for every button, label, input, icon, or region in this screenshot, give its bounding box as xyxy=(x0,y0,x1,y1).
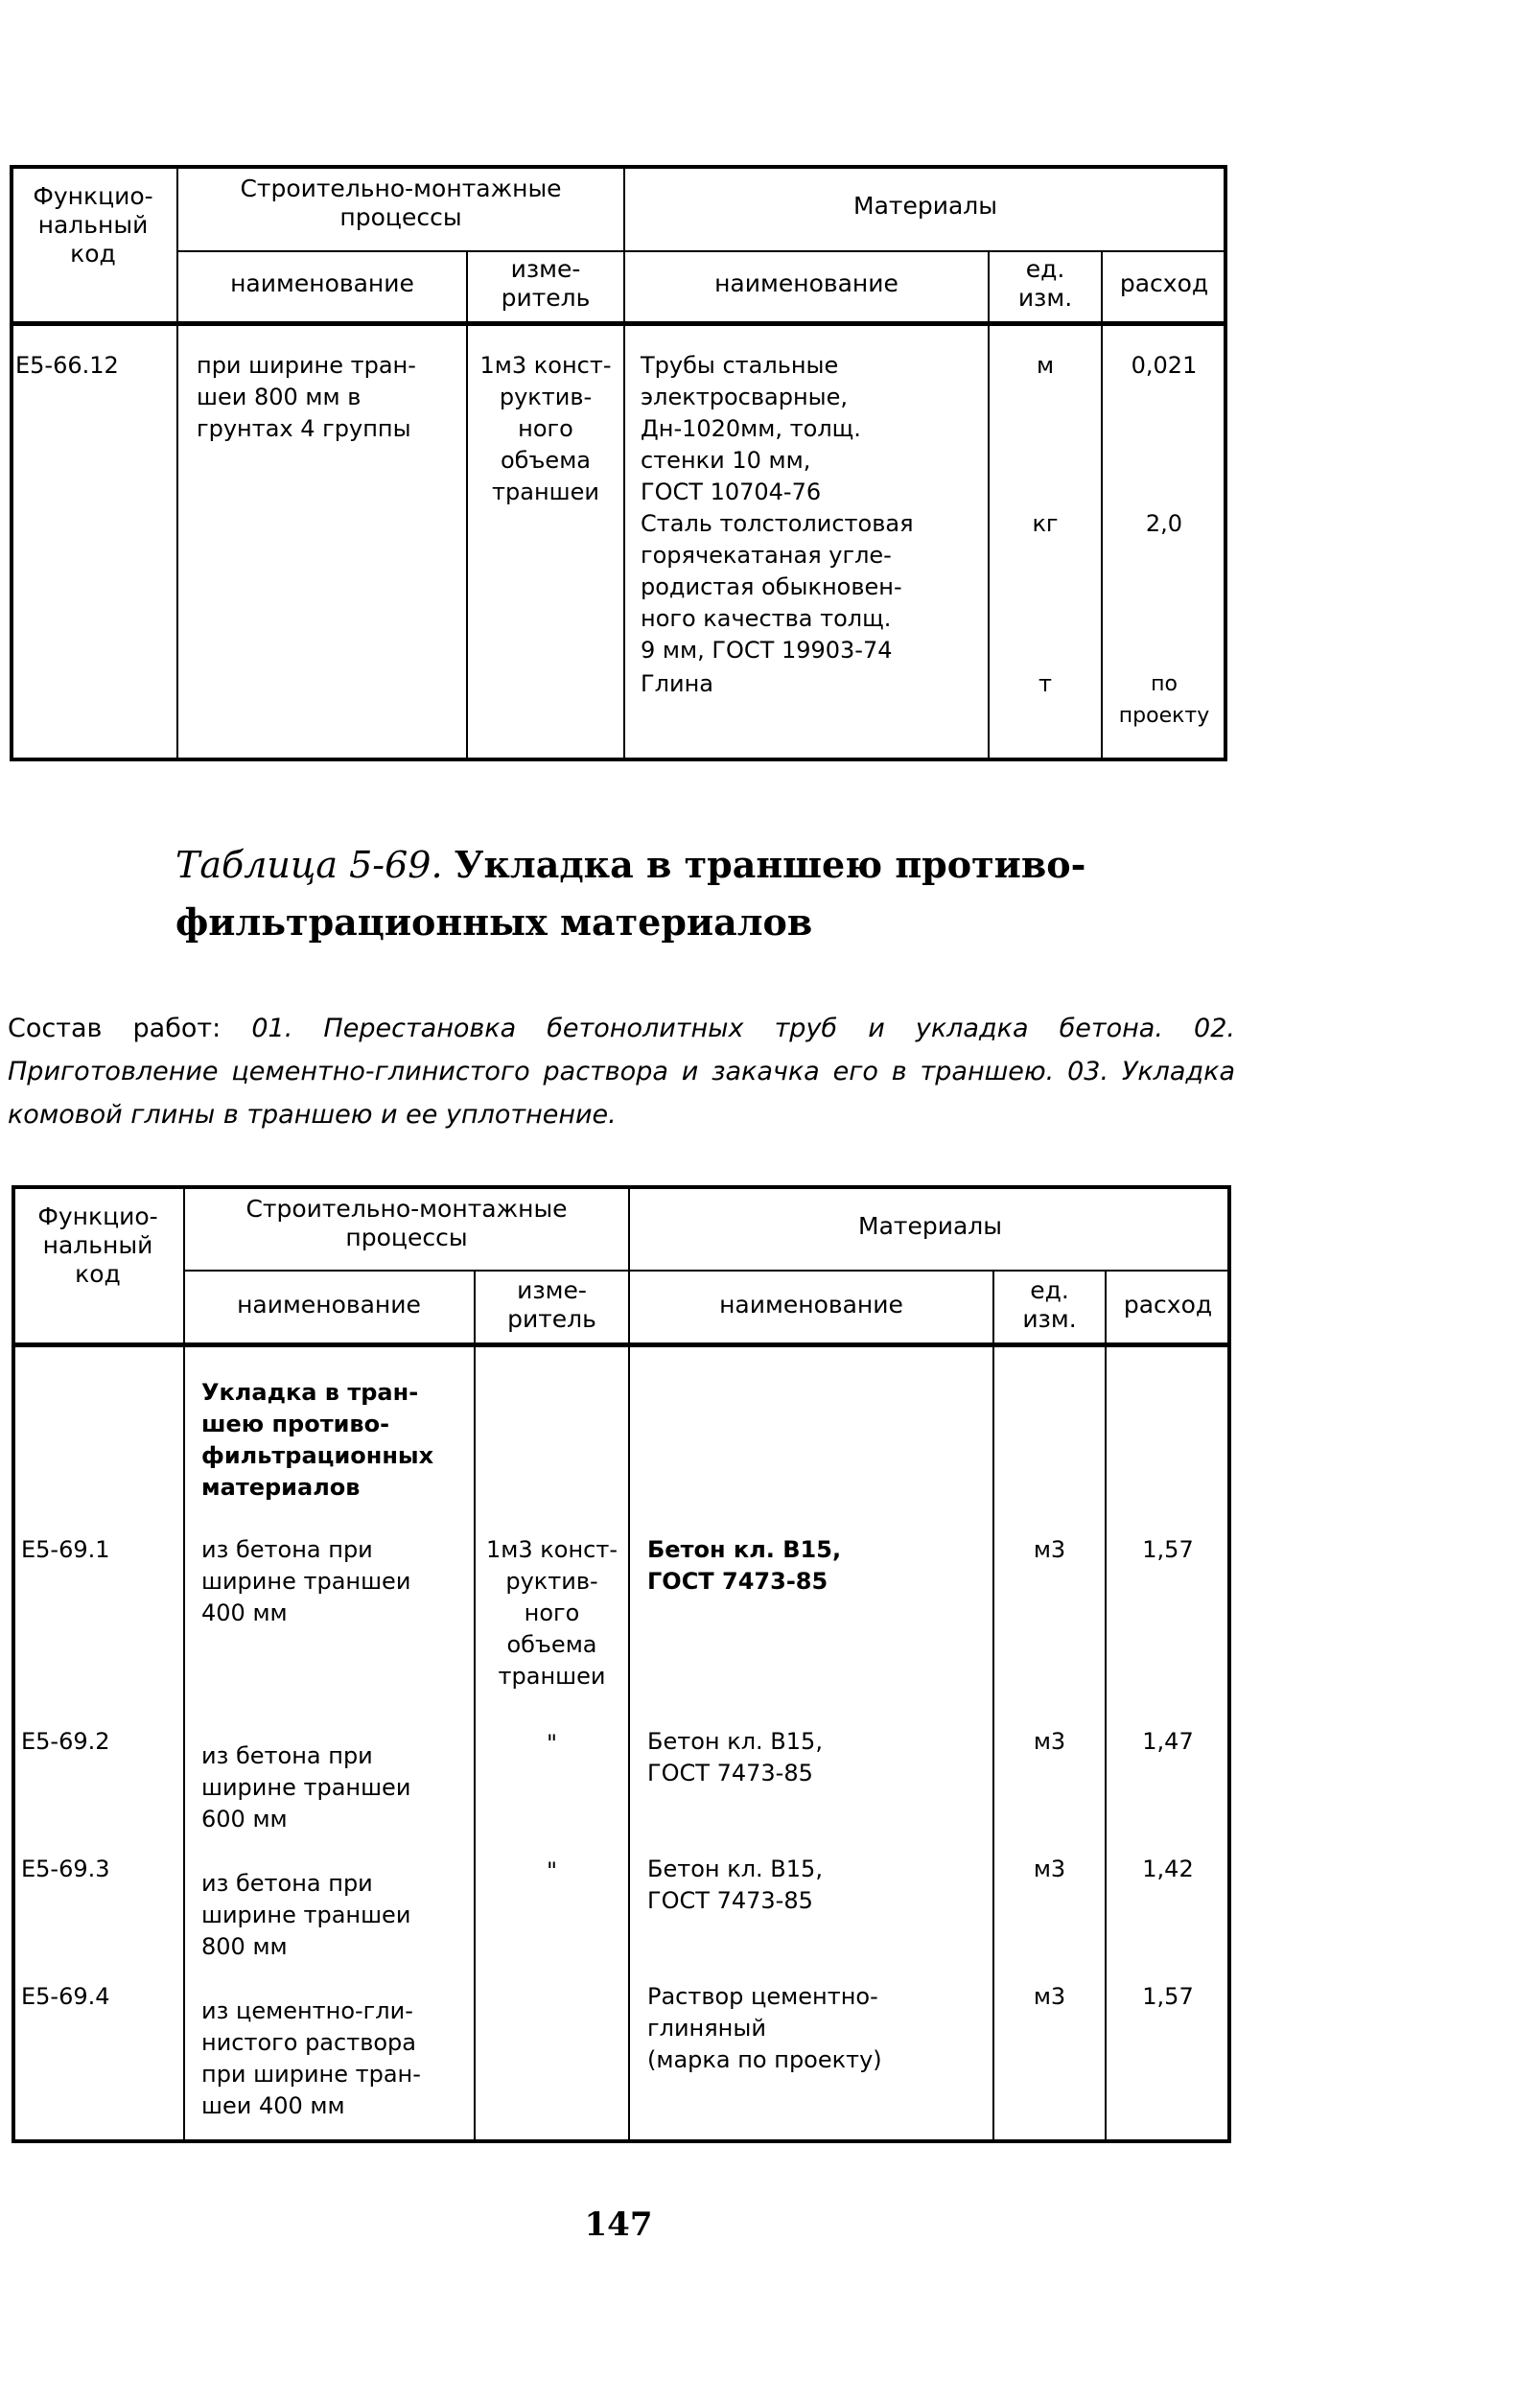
header-code: Функцио- нальный код xyxy=(37,1202,158,1288)
row-qty: 1,42 xyxy=(1142,1856,1194,1882)
row-unit: м3 xyxy=(1033,1983,1066,2010)
row-code: Е5-69.1 xyxy=(21,1536,110,1563)
header-mat-qty: расход xyxy=(1123,1291,1213,1319)
row-code: Е5-66.12 xyxy=(15,352,119,379)
header-materials: Материалы xyxy=(853,192,997,220)
work-composition xyxy=(8,1007,1235,1136)
material-qty: 2,0 xyxy=(1145,510,1183,537)
material-unit: кг xyxy=(1032,510,1059,537)
row-meter: 1м3 конст- руктив- ного объема траншеи xyxy=(486,1536,618,1690)
material-qty: 0,021 xyxy=(1131,352,1198,379)
row-name: из бетона при ширине траншеи 600 мм xyxy=(201,1742,411,1832)
section-heading: Укладка в тран- шею противо- фильтрационных материалов xyxy=(201,1379,434,1501)
header-materials: Материалы xyxy=(858,1212,1002,1240)
row-name: из бетона при ширине траншеи 400 мм xyxy=(201,1536,411,1626)
row-name: при ширине тран- шеи 800 мм в грунтах 4 группы xyxy=(197,352,416,442)
row-qty: 1,57 xyxy=(1142,1983,1194,2010)
row-unit: м3 xyxy=(1033,1536,1066,1563)
row-unit: м3 xyxy=(1033,1856,1066,1882)
row-material: Бетон кл. В15, ГОСТ 7473-85 xyxy=(647,1728,823,1786)
header-mat-name: наименование xyxy=(714,269,898,297)
composition-text: 01. Перестановка бетонолитных труб и укладка бетона. 02. Приготовление цементно-глинистого раствора и закачка его в траншею. 03. Укладка комовой глины в траншею и ее уплотнение. xyxy=(8,1014,1235,1130)
page-number: 147 xyxy=(584,2206,653,2244)
material-name: Сталь толстолистовая горячекатаная угле- родистая обыкновен- ного качества толщ. 9 мм, ГОСТ 19903-74 xyxy=(641,510,914,664)
table-number: Таблица 5-69. xyxy=(175,844,443,886)
header-code: Функцио- нальный код xyxy=(33,182,153,268)
table-caption: Укладка в траншею противо- фильтрационных материалов xyxy=(175,843,1086,944)
material-qty: по проекту xyxy=(1118,672,1210,728)
header-mat-name: наименование xyxy=(719,1291,903,1319)
row-name: из цементно-гли- нистого раствора при ширине тран- шеи 400 мм xyxy=(201,1997,421,2119)
header-processes: Строительно-монтажные процессы xyxy=(240,175,562,231)
material-unit: м xyxy=(1036,352,1055,379)
header-mat-qty: расход xyxy=(1119,269,1209,297)
row-unit: м3 xyxy=(1033,1728,1066,1755)
row-name: из бетона при ширине траншеи 800 мм xyxy=(201,1870,411,1960)
row-material: Бетон кл. В15, ГОСТ 7473-85 xyxy=(647,1856,823,1914)
row-code: Е5-69.2 xyxy=(21,1728,110,1755)
composition-prefix: Состав работ: xyxy=(8,1014,252,1043)
header-proc-name: наименование xyxy=(230,269,414,297)
table-title xyxy=(175,836,1085,951)
row-material: Раствор цементно- глиняный (марка по проекту) xyxy=(647,1983,882,2073)
material-unit: т xyxy=(1038,670,1052,697)
row-qty: 1,47 xyxy=(1142,1728,1194,1755)
row-meter: " xyxy=(546,1730,558,1757)
header-processes: Строительно-монтажные процессы xyxy=(245,1195,568,1251)
header-mat-unit: ед. изм. xyxy=(1017,255,1073,312)
row-code: Е5-69.4 xyxy=(21,1983,110,2010)
row-meter: 1м3 конст- руктив- ного объема траншеи xyxy=(479,352,612,505)
row-material: Бетон кл. В15, ГОСТ 7473-85 xyxy=(647,1536,842,1595)
material-name: Глина xyxy=(641,670,713,697)
header-proc-meter: изме- ритель xyxy=(501,255,591,312)
row-code: Е5-69.3 xyxy=(21,1856,110,1882)
material-name: Трубы стальные электросварные, Дн-1020мм, толщ. стенки 10 мм, ГОСТ 10704-76 xyxy=(641,352,861,505)
header-mat-unit: ед. изм. xyxy=(1022,1276,1077,1333)
row-meter: " xyxy=(546,1857,558,1884)
header-proc-name: наименование xyxy=(237,1291,421,1319)
header-proc-meter: изме- ритель xyxy=(507,1276,596,1333)
row-qty: 1,57 xyxy=(1142,1536,1194,1563)
